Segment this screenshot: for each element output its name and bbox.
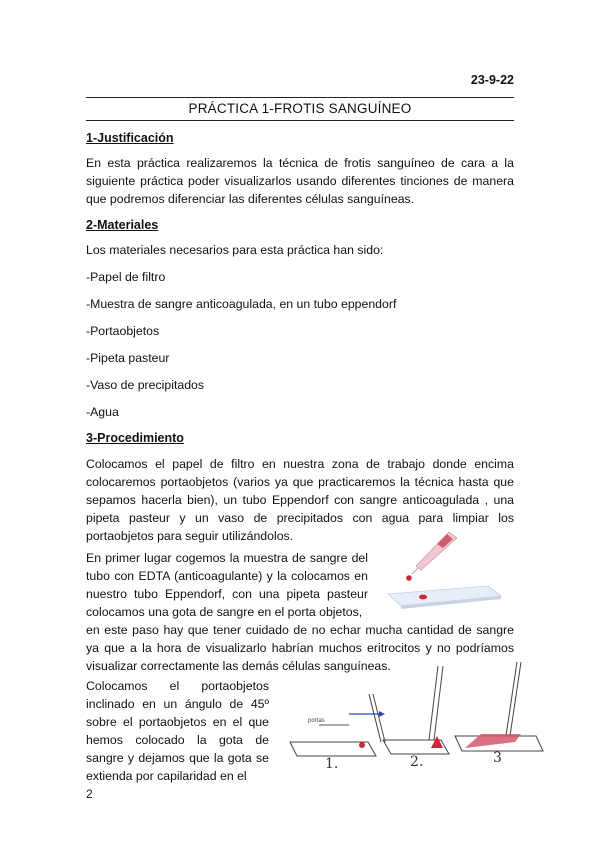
procedimiento-paragraph-3-wrapped: Colocamos el portaobjetos inclinado en un ángulo de 45º sobre el portaobjetos en el que hemos colocado la gota de sangre y dejamos que la gota se extienda por capilaridad en el — [86, 679, 269, 783]
blood-drop-icon — [406, 575, 412, 581]
page-title: PRÁCTICA 1-FROTIS SANGUÍNEO — [188, 101, 412, 116]
justificacion-text: En esta práctica realizaremos la técnica de frotis sanguíneo de cara a la siguiente práctica poder visualizarlos usando diferentes tinciones de manera que podremos diferenciar las diferentes células sanguíneas. — [86, 156, 514, 206]
slide-icon — [388, 586, 501, 609]
material-item: -Vaso de precipitados — [86, 378, 205, 392]
material-item: -Portaobjetos — [86, 324, 160, 338]
page-number: 2 — [86, 787, 93, 801]
title-top-rule — [86, 97, 514, 98]
arrow-head-icon — [379, 711, 385, 717]
figure-step-3-label: 3 — [493, 750, 502, 766]
heading-procedimiento: 3-Procedimiento — [86, 431, 184, 445]
figure-step-2-label: 2. — [410, 754, 424, 770]
procedimiento-paragraph-2-wrapped: En primer lugar cogemos la muestra de sangre del tubo con EDTA (anticoagulante) y la colocamos en nuestro tubo Eppendorf, con una pipeta pasteur colocamos una gota de sangre en el porta objetos, — [86, 551, 368, 619]
material-item: -Agua — [86, 405, 119, 419]
heading-justificacion: 1-Justificación — [86, 131, 174, 145]
material-item: -Muestra de sangre anticoagulada, en un tubo eppendorf — [86, 297, 397, 311]
materiales-intro: Los materiales necesarios para esta práctica han sido: — [86, 243, 384, 257]
pipette-icon — [412, 532, 457, 574]
blood-drop-icon — [359, 742, 365, 748]
spreader-slide-icon — [429, 666, 438, 740]
figure-step-1-label: 1. — [325, 756, 339, 772]
blood-spot-icon — [419, 595, 427, 600]
material-item: -Pipeta pasteur — [86, 351, 170, 365]
procedimiento-paragraph-1: Colocamos el papel de filtro en nuestra zona de trabajo donde encima colocaremos portaobjetos (varios ya que practicaremos la técnica hasta que sepamos hacerla bien), un tubo Eppendorf con sangre anticoagulada , una pipeta pasteur y un vaso de precipitados con agua para limpiar los portaobjetos para seguir utilizándolos. — [86, 457, 514, 543]
blood-spread-icon — [431, 736, 443, 748]
pipette-slide-illustration — [385, 528, 510, 610]
figure-slide-label: portas — [308, 718, 325, 724]
material-item: -Papel de filtro — [86, 270, 166, 284]
smear-technique-sketch — [283, 650, 560, 780]
procedimiento-paragraph-2-continued: en este paso hay que tener cuidado de no echar mucha cantidad de sangre ya que a la hora de visualizarlo habrían muchos eritrocitos y no podríamos visualizar correctamente las demás células sanguíneas. — [86, 623, 514, 673]
document-date: 23-9-22 — [470, 73, 514, 87]
title-bottom-rule — [86, 120, 514, 121]
heading-materiales: 2-Materiales — [86, 218, 159, 232]
